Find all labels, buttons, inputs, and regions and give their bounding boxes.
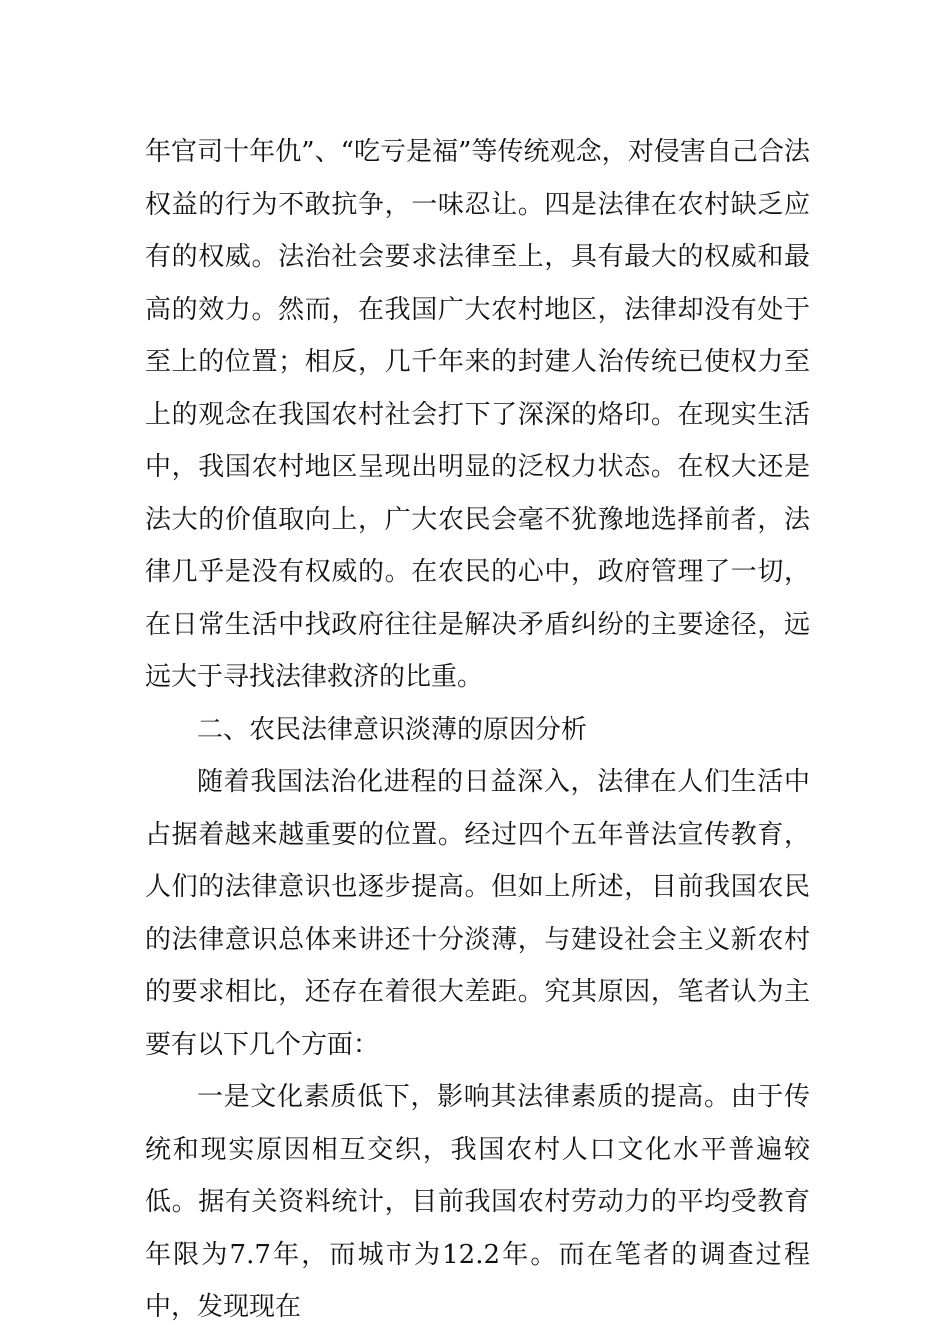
paragraph-causes-intro: 随着我国法治化进程的日益深入，法律在人们生活中占据着越来越重要的位置。经过四个五年普法宣传教育，人们的法律意识也逐步提高。但如上所述，目前我国农民的法律意识总体来讲还十分淡薄，与建设社会主义新农村的要求相比，还存在着很大差距。究其原因，笔者认为主要有以下几个方面： bbox=[145, 767, 810, 1060]
body-text bbox=[145, 126, 810, 1334]
section-heading: 二、农民法律意识淡薄的原因分析 bbox=[197, 714, 588, 745]
paragraph-cause-one: 一是文化素质低下，影响其法律素质的提高。由于传统和现实原因相互交织，我国农村人口文化水平普遍较低。据有关资料统计，目前我国农村劳动力的平均受教育年限为7.7年，而城市为12.2年。而在笔者的调查过程中，发现现在 bbox=[145, 1082, 810, 1322]
paragraph-continued: 年官司十年仇”、“吃亏是福”等传统观念，对侵害自己合法权益的行为不敢抗争，一味忍让。四是法律在农村缺乏应有的权威。法治社会要求法律至上，具有最大的权威和最高的效力。然而，在我国广大农村地区，法律却没有处于至上的位置；相反，几千年来的封建人治传统已使权力至上的观念在我国农村社会打下了深深的烙印。在现实生活中，我国农村地区呈现出明显的泛权力状态。在权大还是法大的价值取向上，广大农民会毫不犹豫地选择前者，法律几乎是没有权威的。在农民的心中，政府管理了一切，在日常生活中找政府往往是解决矛盾纠纷的主要途径，远远大于寻找法律救济的比重。 bbox=[145, 137, 810, 692]
